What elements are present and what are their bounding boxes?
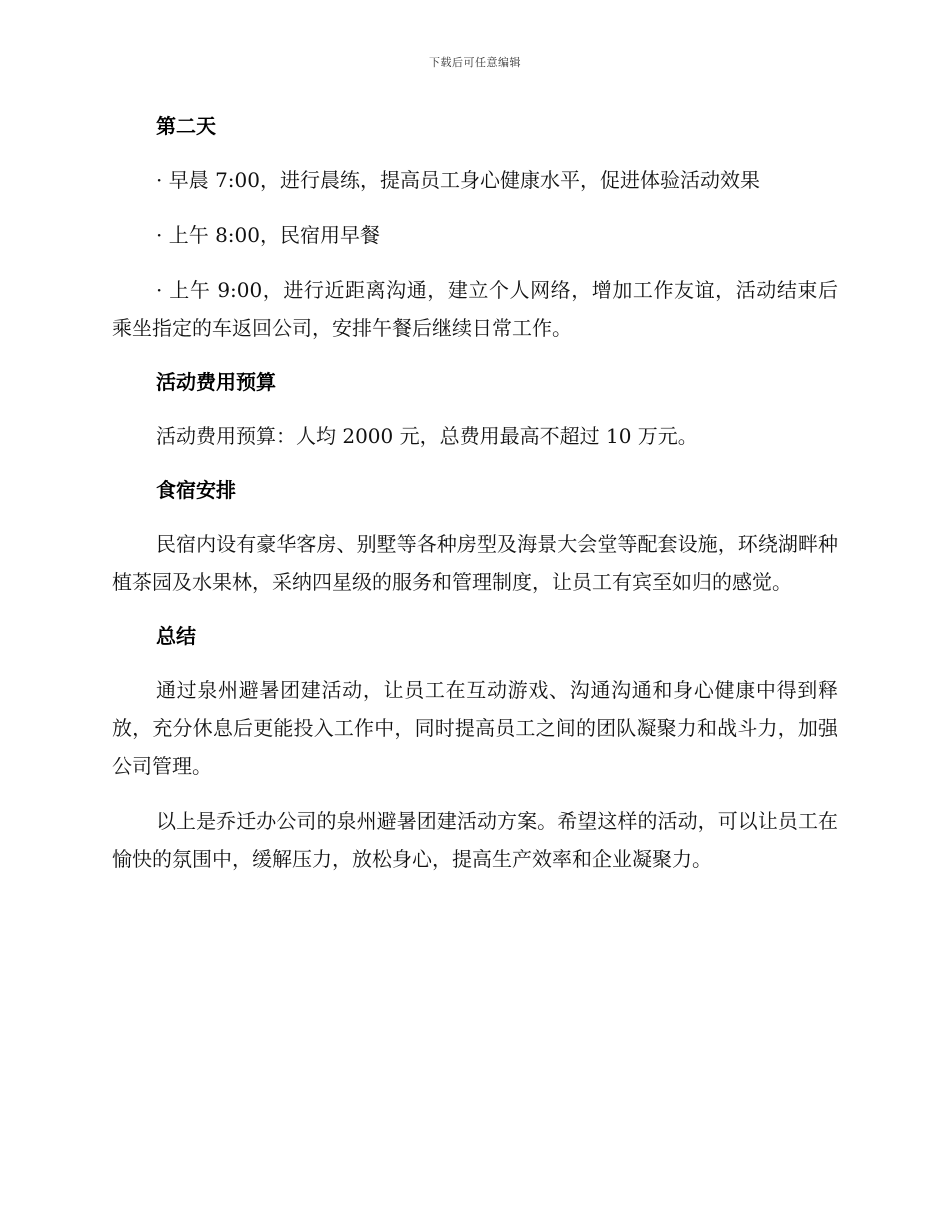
- page-header-note: 下载后可任意编辑: [429, 56, 521, 69]
- document-body: [112, 108, 838, 895]
- schedule-item-communication: · 上午 9:00，进行近距离沟通，建立个人网络，增加工作友谊，活动结束后乘坐指定的车返回公司，安排午餐后继续日常工作。: [112, 278, 838, 340]
- schedule-item-breakfast: · 上午 8:00，民宿用早餐: [156, 223, 380, 247]
- section-title-summary: 总结: [156, 624, 196, 648]
- lodging-paragraph: 民宿内设有豪华客房、别墅等各种房型及海景大会堂等配套设施，环绕湖畔种植茶园及水果林，采纳四星级的服务和管理制度，让员工有宾至如归的感觉。: [112, 532, 838, 594]
- section-title-budget: 活动费用预算: [156, 370, 276, 394]
- section-title-lodging: 食宿安排: [156, 478, 236, 502]
- section-title-day2: 第二天: [156, 114, 216, 138]
- schedule-item-morning: · 早晨 7:00，进行晨练，提高员工身心健康水平，促进体验活动效果: [156, 168, 760, 192]
- summary-paragraph-2: 以上是乔迁办公司的泉州避暑团建活动方案。希望这样的活动，可以让员工在愉快的氛围中，缓解压力，放松身心，提高生产效率和企业凝聚力。: [112, 809, 838, 871]
- budget-paragraph: 活动费用预算：人均 2000 元，总费用最高不超过 10 万元。: [156, 424, 698, 448]
- summary-paragraph-1: 通过泉州避暑团建活动，让员工在互动游戏、沟通沟通和身心健康中得到释放，充分休息后更能投入工作中，同时提高员工之间的团队凝聚力和战斗力，加强公司管理。: [112, 678, 838, 778]
